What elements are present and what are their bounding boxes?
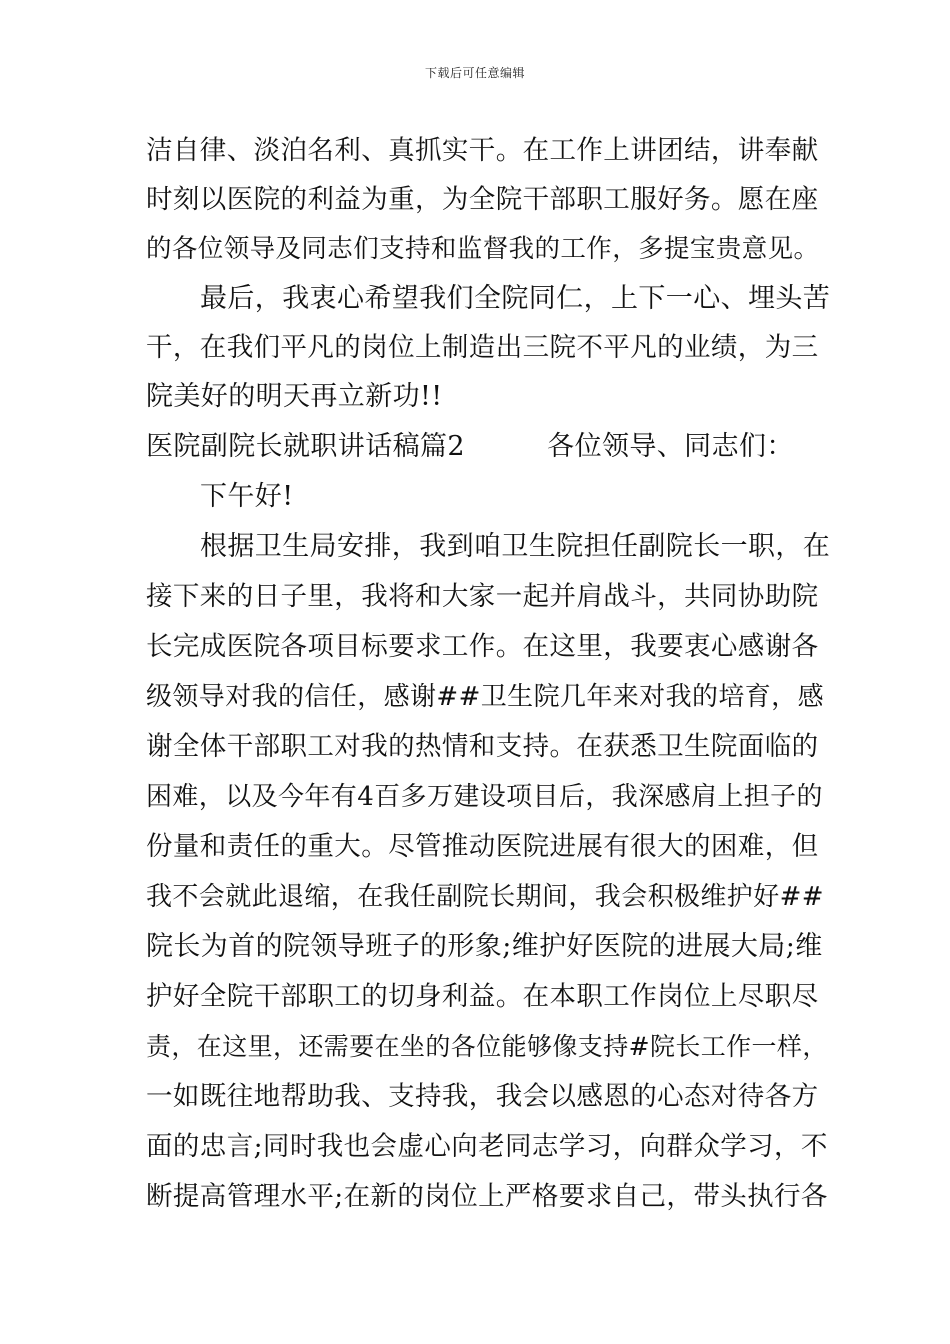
body-line: 一如既往地帮助我、支持我，我会以感恩的心态对待各方 xyxy=(146,1081,819,1112)
body-line: 的各位领导及同志们支持和监督我的工作，多提宝贵意见。 xyxy=(146,234,820,264)
body-line: 我不会就此退缩，在我任副院长期间，我会积极维护好## xyxy=(146,882,824,912)
greeting-line: 下午好! xyxy=(200,481,294,512)
body-line: 干，在我们平凡的岗位上制造出三院不平凡的业绩，为三 xyxy=(146,332,819,363)
body-line: 份量和责任的重大。尽管推动医院进展有很大的困难，但 xyxy=(146,831,819,862)
section-heading-line: 医院副院长就职讲话稿篇2 各位领导、同志们： xyxy=(146,431,794,462)
body-line: 时刻以医院的利益为重，为全院干部职工服好务。愿在座 xyxy=(146,184,819,215)
paragraph-first-line: 最后，我衷心希望我们全院同仁，上下一心、埋头苦 xyxy=(200,283,831,314)
body-line: 困难，以及今年有4百多万建设项目后，我深感肩上担子的 xyxy=(146,782,823,812)
body-line: 接下来的日子里，我将和大家一起并肩战斗，共同协助院 xyxy=(146,581,819,612)
body-line: 级领导对我的信任，感谢##卫生院几年来对我的培育，感 xyxy=(146,682,824,712)
page-header: 下载后可任意编辑 xyxy=(424,66,525,80)
body-line: 院长为首的院领导班子的形象;维护好医院的进展大局;维 xyxy=(146,931,823,962)
body-line: 面的忠言;同时我也会虚心向老同志学习，向群众学习，不 xyxy=(146,1131,828,1162)
paragraph-first-line: 根据卫生局安排，我到咱卫生院担任副院长一职，在 xyxy=(200,531,831,562)
body-line: 谢全体干部职工对我的热情和支持。在获悉卫生院面临的 xyxy=(146,731,819,762)
body-line: 院美好的明天再立新功!! xyxy=(146,381,443,412)
body-line: 洁自律、淡泊名利、真抓实干。在工作上讲团结，讲奉献 xyxy=(146,135,819,166)
body-line: 断提高管理水平;在新的岗位上严格要求自己，带头执行各 xyxy=(146,1181,828,1212)
body-line: 责，在这里，还需要在坐的各位能够像支持#院长工作一样， xyxy=(146,1032,828,1061)
body-line: 护好全院干部职工的切身利益。在本职工作岗位上尽职尽 xyxy=(146,981,819,1012)
body-line: 长完成医院各项目标要求工作。在这里，我要衷心感谢各 xyxy=(146,631,819,662)
